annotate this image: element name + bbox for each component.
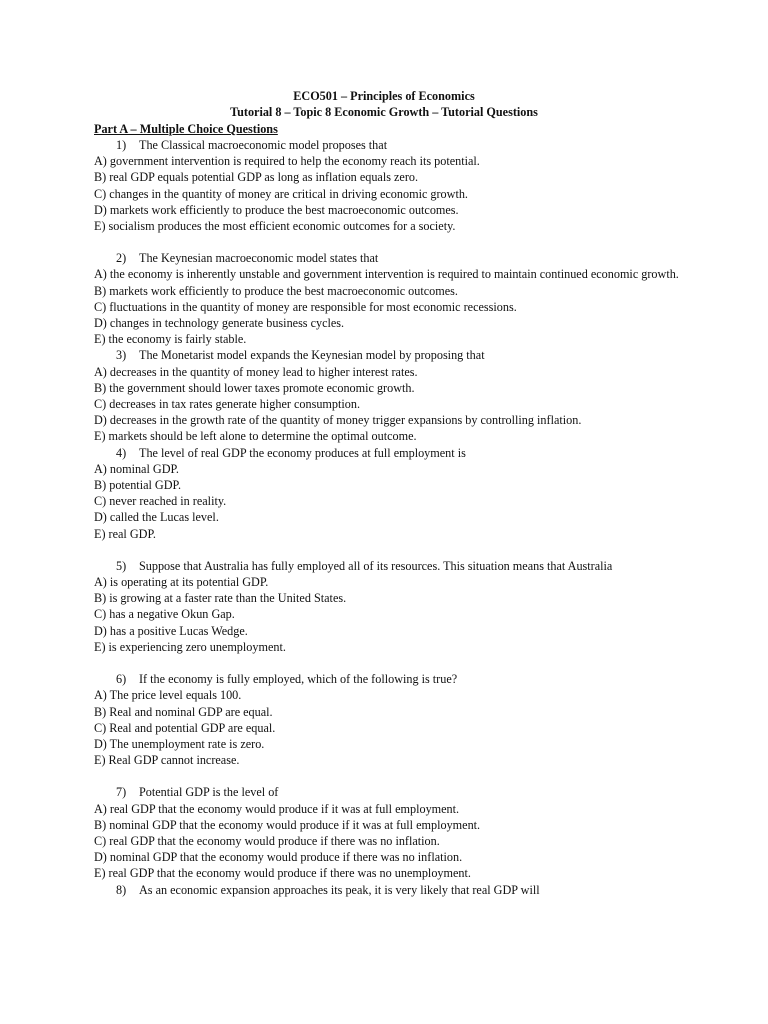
answer-option: A) decreases in the quantity of money lead to higher interest rates. [94,364,418,379]
answer-option: D) called the Lucas level. [94,510,219,525]
answer-option: A) nominal GDP. [94,461,179,476]
answer-option: B) nominal GDP that the economy would produce if it was at full employment. [94,817,481,832]
answer-option: A) is operating at its potential GDP. [94,575,269,590]
answer-option: E) real GDP. [94,526,156,541]
answer-option: B) is growing at a faster rate than the United States. [94,591,347,606]
question-number: 8) [116,882,127,897]
answer-option: C) has a negative Okun Gap. [94,607,235,622]
question-number: 7) [116,785,127,800]
title-block [0,88,768,120]
question-stem [94,347,684,363]
answer-option: E) markets should be left alone to determine the optimal outcome. [94,429,417,444]
question-text: The Classical macroeconomic model proposes that [139,138,388,152]
question-number: 6) [116,672,127,687]
answer-option: C) never reached in reality. [94,494,227,509]
question-stem [94,671,684,687]
question-stem [94,784,684,800]
answer-option: D) decreases in the growth rate of the quantity of money trigger expansions by controlling inflation. [94,413,582,428]
question-text: The Monetarist model expands the Keynesian model by proposing that [139,348,485,363]
answer-option: D) markets work efficiently to produce the best macroeconomic outcomes. [94,202,459,217]
answer-option: B) markets work efficiently to produce the best macroeconomic outcomes. [94,283,458,298]
question-3 [94,347,684,444]
answer-option: E) socialism produces the most efficient economic outcomes for a society. [94,219,456,234]
answer-option: C) real GDP that the economy would produce if there was no inflation. [94,833,440,848]
question-text: The level of real GDP the economy produces at full employment is [139,445,466,460]
question-6 [94,671,684,768]
question-text: If the economy is fully employed, which of the following is true? [139,672,458,687]
question-list [94,137,684,898]
answer-option: E) the economy is fairly stable. [94,332,247,347]
answer-option: C) Real and potential GDP are equal. [94,720,276,735]
answer-option: A) real GDP that the economy would produce if it was at full employment. [94,801,460,816]
course-title: ECO501 – Principles of Economics [293,89,475,103]
answer-option: E) is experiencing zero unemployment. [94,639,286,654]
question-number: 2) [116,251,127,266]
question-1 [94,137,684,234]
question-8 [94,882,684,898]
question-number: 5) [116,558,127,573]
question-stem [94,137,684,153]
answer-option: B) Real and nominal GDP are equal. [94,704,273,719]
question-text: As an economic expansion approaches its peak, it is very likely that real GDP will [139,882,540,897]
question-4 [94,445,684,542]
question-text: Suppose that Australia has fully employed all of its resources. This situation means that Australia [139,558,613,573]
tutorial-title: Tutorial 8 – Topic 8 Economic Growth – Tutorial Questions [230,105,538,119]
question-number: 1) [116,138,127,152]
question-text: The Keynesian macroeconomic model states that [139,251,379,266]
answer-option: D) nominal GDP that the economy would produce if there was no inflation. [94,850,463,865]
question-7 [94,784,684,881]
answer-option: A) The price level equals 100. [94,688,242,703]
answer-option: C) changes in the quantity of money are critical in driving economic growth. [94,186,468,201]
question-stem [94,445,684,461]
question-2 [94,250,684,347]
answer-option: C) fluctuations in the quantity of money are responsible for most economic recessions. [94,299,517,314]
answer-option: B) the government should lower taxes promote economic growth. [94,380,415,395]
answer-option: E) Real GDP cannot increase. [94,753,240,768]
question-stem [94,882,684,898]
answer-option: D) changes in technology generate business cycles. [94,316,345,331]
part-a-heading: Part A – Multiple Choice Questions [94,122,278,136]
answer-option: A) the economy is inherently unstable and government intervention is required to maintain continued economic growth. [94,267,679,282]
answer-option: D) has a positive Lucas Wedge. [94,623,248,638]
answer-option: B) potential GDP. [94,478,182,493]
answer-option: D) The unemployment rate is zero. [94,736,265,751]
answer-option: A) government intervention is required to help the economy reach its potential. [94,154,480,169]
answer-option: E) real GDP that the economy would produce if there was no unemployment. [94,866,471,881]
question-stem [94,250,684,266]
question-5 [94,558,684,655]
answer-option: C) decreases in tax rates generate higher consumption. [94,397,360,412]
question-stem [94,558,684,574]
question-number: 4) [116,445,127,460]
question-text: Potential GDP is the level of [139,785,279,800]
answer-option: B) real GDP equals potential GDP as long as inflation equals zero. [94,170,419,185]
question-number: 3) [116,348,127,363]
